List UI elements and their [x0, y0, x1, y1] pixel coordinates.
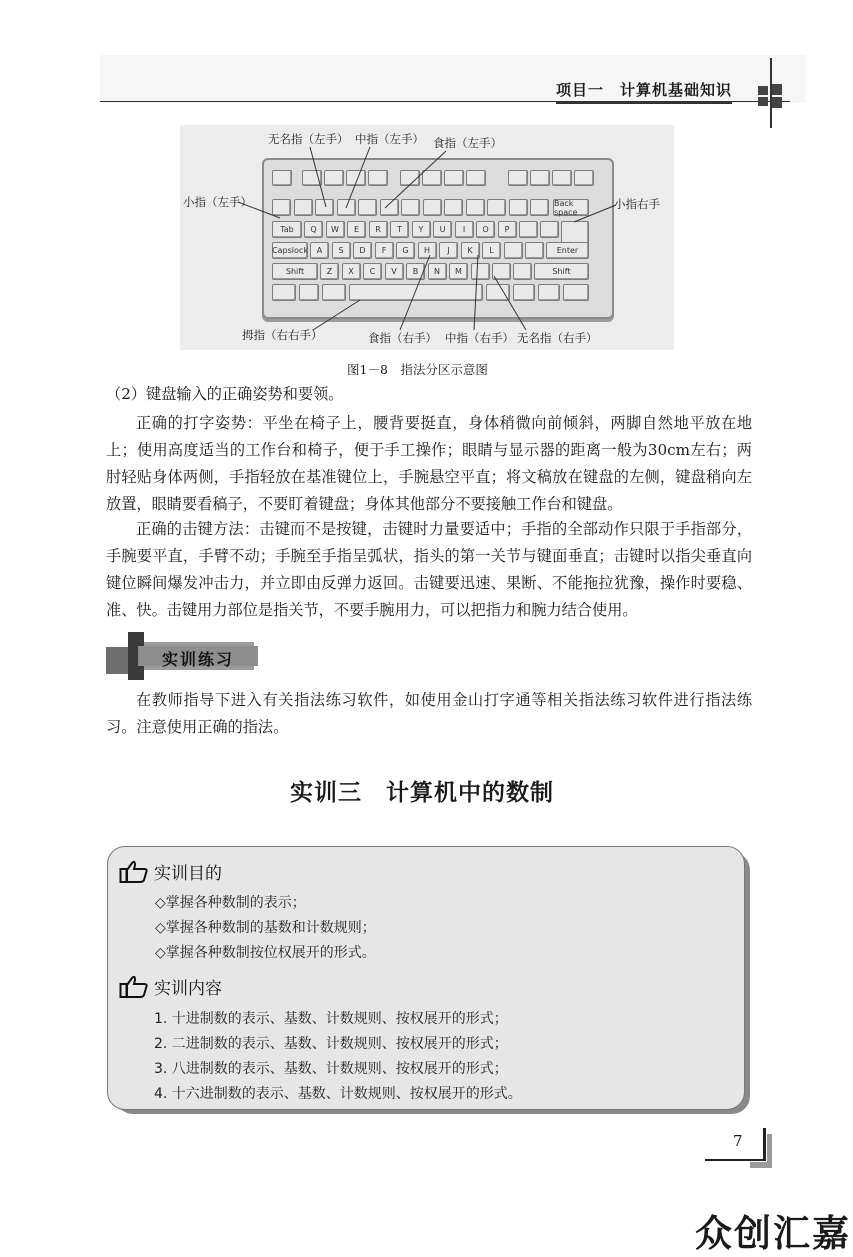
key-letter: S — [332, 242, 351, 259]
key-enter: Enter — [546, 242, 589, 259]
page-number-shadow-v — [767, 1134, 772, 1168]
practice-badge — [106, 632, 258, 680]
label-index-left: 食指（左手） — [433, 136, 502, 150]
key-letter: J — [439, 242, 458, 259]
key-letter: Q — [304, 221, 323, 238]
key-letter: M — [449, 263, 468, 280]
label-little-right: 小指右手 — [614, 197, 660, 211]
key-letter: W — [326, 221, 345, 238]
key-letter: D — [353, 242, 372, 259]
figure-caption: 图1－8 指法分区示意图 — [347, 362, 488, 377]
goals-box — [107, 846, 745, 1110]
key-caps: Capslock — [272, 242, 308, 259]
page-number: 7 — [733, 1132, 743, 1150]
label-middle-left: 中指（左手） — [355, 132, 424, 146]
content-item: 2. 二进制数的表示、基数、计数规则、按权展开的形式； — [154, 1036, 508, 1052]
section-heading: （2）键盘输入的正确姿势和要领。 — [106, 385, 344, 403]
key-tab: Tab — [272, 221, 302, 238]
content-item: 3. 八进制数的表示、基数、计数规则、按权展开的形式； — [154, 1061, 508, 1077]
key-letter: B — [406, 263, 425, 280]
watermark: 众创汇嘉 — [695, 1212, 851, 1255]
key-letter: E — [347, 221, 366, 238]
key-letter: O — [476, 221, 495, 238]
label-ring-left: 无名指（左手） — [268, 132, 349, 146]
key-letter: N — [428, 263, 447, 280]
content-item: 4. 十六进制数的表示、基数、计数规则、按权展开的形式。 — [154, 1086, 522, 1102]
practice-badge-label: 实训练习 — [162, 650, 235, 669]
content-item: 1. 十进制数的表示、基数、计数规则、按权展开的形式； — [154, 1011, 508, 1027]
key-letter: I — [455, 221, 474, 238]
chapter-title: 实训三 计算机中的数制 — [290, 779, 554, 806]
goal-hand-icon — [119, 860, 149, 888]
key-shift-left: Shift — [272, 263, 318, 280]
key-letter: A — [310, 242, 329, 259]
label-thumb: 拇指（右右手） — [242, 328, 323, 342]
goal-item: ◇掌握各种数制的基数和计数规则； — [155, 920, 376, 936]
key-letter: Z — [320, 263, 339, 280]
key-letter: Y — [412, 221, 431, 238]
key-letter: H — [418, 242, 437, 259]
goal-item: ◇掌握各种数制的表示； — [155, 895, 306, 911]
content-hand-icon — [119, 975, 149, 1003]
key-letter: V — [385, 263, 404, 280]
key-letter: X — [342, 263, 361, 280]
pointer-lines — [0, 0, 853, 400]
page-number-rule-h — [705, 1159, 765, 1161]
keystroke-paragraph: 正确的击键方法：击键而不是按键，击键时力量要适中；手指的全部动作只限于手指部分，手腕要平直，手臂不动；手腕至手指呈弧状，指头的第一关节与键面垂直；击键时以指尖垂直向键位瞬间爆发冲击力，并立即由反弹力返回。击键要迅速、果断、不能拖拉犹豫，操作时要稳、准、快。击键用力部位是指关节，不要手腕用力，可以把指力和腕力结合使用。 — [106, 520, 752, 619]
key-backspace: Back space — [553, 199, 589, 216]
label-little-left: 小指（左手） — [183, 195, 252, 209]
key-letter: P — [498, 221, 517, 238]
practice-paragraph: 在教师指导下进入有关指法练习软件，如使用金山打字通等相关指法练习软件进行指法练习。注意使用正确的指法。 — [106, 691, 752, 736]
key-letter: U — [433, 221, 452, 238]
goal-list — [155, 891, 376, 966]
key-letter: K — [461, 242, 480, 259]
posture-paragraph: 正确的打字姿势：平坐在椅子上，腰背要挺直，身体稍微向前倾斜，两脚自然地平放在地上；使用高度适当的工作台和椅子，便于手工操作；眼睛与显示器的距离一般为30cm左右；两肘轻贴身体两侧，手指轻放在基准键位上，手腕悬空平直；将文稿放在键盘的左侧，键盘稍向左放置，眼睛要看稿子，不要盯着键盘；身体其他部分不要接触工作台和键盘。 — [106, 414, 752, 513]
key-letter: L — [482, 242, 501, 259]
content-title: 实训内容 — [154, 979, 222, 999]
goal-item: ◇掌握各种数制按位权展开的形式。 — [155, 945, 376, 961]
label-index-right: 食指（右手） — [368, 331, 437, 345]
content-list — [154, 1007, 522, 1107]
key-letter: R — [369, 221, 388, 238]
label-ring-right: 无名指（右手） — [517, 331, 598, 345]
key-letter: C — [363, 263, 382, 280]
key-letter: T — [390, 221, 409, 238]
key-letter: F — [375, 242, 394, 259]
page-number-rule-v — [763, 1128, 766, 1161]
header-title: 项目一 计算机基础知识 — [556, 79, 732, 104]
key-shift-right: Shift — [534, 263, 589, 280]
key-letter: G — [396, 242, 415, 259]
goal-title: 实训目的 — [154, 864, 222, 884]
label-middle-right: 中指（右手） — [445, 331, 514, 345]
